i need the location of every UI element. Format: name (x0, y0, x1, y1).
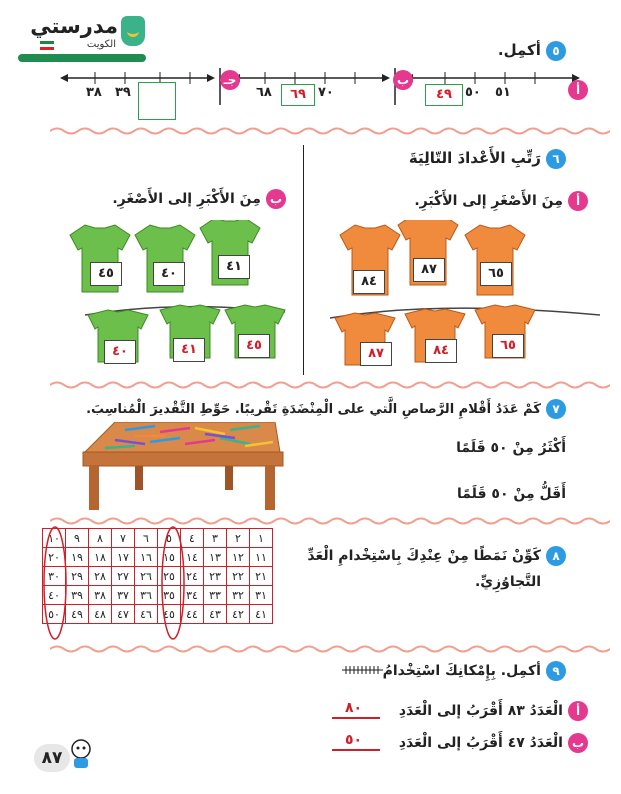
q5b-value-1: ٧٠ (318, 85, 334, 100)
hundred-chart-cell[interactable]: ١٢ (227, 548, 250, 567)
logo-country: الكويت (86, 39, 116, 50)
hundred-chart-cell[interactable]: ١٦ (135, 548, 158, 567)
hundred-chart-cell[interactable]: ٢ (227, 529, 250, 548)
hundred-chart-cell[interactable]: ٤٦ (135, 605, 158, 624)
q8-number-badge: ٨ (546, 546, 566, 566)
q7-number-badge: ٧ (546, 399, 566, 419)
hundred-chart-cell[interactable]: ٤٩ (66, 605, 89, 624)
logo-mark-icon (121, 16, 145, 46)
logo-name: مدرستي (30, 14, 118, 38)
hundred-chart-cell[interactable]: ٣٦ (135, 586, 158, 605)
hundred-chart-cell[interactable]: ٣ (204, 529, 227, 548)
q9b-row (399, 732, 588, 753)
q6a-instruction: مِنَ الأَصْغَرِ إلى الأَكْبَرِ. (414, 193, 563, 209)
hundred-chart-cell[interactable]: ٤٨ (89, 605, 112, 624)
q9-instruction: أكمِل. بِإِمْكانِكَ اسْتِخْدامُ (382, 663, 541, 679)
q5-number-badge: ٥ (546, 41, 566, 61)
hundred-chart-cell[interactable]: ٣١ (250, 586, 273, 605)
q7-header (86, 398, 566, 419)
q8-header (307, 545, 566, 566)
q6a-header (414, 190, 588, 211)
q5c-value-1: ٣٩ (115, 85, 131, 100)
q5b-answer-box[interactable]: ٦٩ (281, 84, 315, 106)
q9a-text: الْعَدَدُ ٨٣ أَقْرَبُ إلى الْعَدَدِ (398, 703, 563, 719)
hundred-chart-cell[interactable]: ١٧ (112, 548, 135, 567)
q8-answer-circles (40, 526, 185, 641)
q6b-instruction: مِنَ الأَكْبَرِ إلى الأَصْغَرِ. (112, 191, 261, 207)
q6a-answer-2[interactable]: ٨٤ (425, 339, 457, 363)
q6b-shirt-label-3: ٤١ (218, 255, 250, 279)
q9-number-badge: ٩ (546, 661, 566, 681)
q9a-answer[interactable]: ٨٠ (345, 700, 363, 716)
q9a-row (399, 700, 588, 721)
hundred-chart-cell[interactable]: ١١ (250, 548, 273, 567)
hundred-chart-cell[interactable]: ١ (250, 529, 273, 548)
hundred-chart-cell[interactable]: ٢٢ (227, 567, 250, 586)
q6a-answer-3[interactable]: ٦٥ (492, 334, 524, 358)
q8-instruction-line2: التَّجاوُزِيِّ. (474, 574, 541, 590)
q6-header (409, 148, 566, 169)
q7-instruction: كَمْ عَدَدُ أَقْلامِ الرَّصاصِ الَّتي على الْمِنْضَدَةِ تَقْريبًا. حَوِّطِ التَّقْديرَ الْمُناسِبَ. (86, 402, 541, 417)
q8-instruction-line1: كَوِّنْ نَمَطًا مِنْ عِنْدِكَ بِاسْتِخْدامِ الْعَدِّ (307, 548, 541, 564)
section-divider (50, 516, 610, 526)
q9a-label: أ (568, 701, 588, 721)
hundred-chart-cell[interactable]: ٣٣ (204, 586, 227, 605)
q5b-label: ب (393, 70, 413, 90)
q6a-shirt-label-1: ٨٤ (353, 270, 385, 294)
hundred-chart-cell[interactable]: ٥ (158, 529, 181, 548)
q6b-header (112, 188, 286, 209)
hundred-chart-cell[interactable]: ٤٤ (181, 605, 204, 624)
hundred-chart-cell[interactable]: ٢٩ (66, 567, 89, 586)
q5a-label: أ (568, 80, 588, 100)
hundred-chart-cell[interactable]: ١٠ (43, 529, 66, 548)
hundred-chart-cell[interactable]: ١٥ (158, 548, 181, 567)
hundred-chart-cell[interactable]: ٣٠ (43, 567, 66, 586)
q5b-value-3: ٦٨ (256, 85, 272, 100)
hundred-chart-cell[interactable]: ٤٢ (227, 605, 250, 624)
hundred-chart-cell[interactable]: ٣٤ (181, 586, 204, 605)
hundred-chart-cell[interactable]: ١٩ (66, 548, 89, 567)
section-divider (50, 644, 610, 654)
q9b-label: ب (568, 733, 588, 753)
q5c-answer-box[interactable] (138, 82, 176, 120)
hundred-chart-cell[interactable]: ٤٧ (112, 605, 135, 624)
page-number: ٨٧ (34, 744, 70, 772)
q9b-answer-line (332, 749, 380, 751)
hundred-chart-cell[interactable]: ١٨ (89, 548, 112, 567)
hundred-chart-cell[interactable]: ٢١ (250, 567, 273, 586)
q7-option-less[interactable]: أَقَلُّ مِنْ ٥٠ قَلَمًا (457, 486, 566, 502)
q5c-value-2: ٣٨ (86, 85, 102, 100)
q6-number-badge: ٦ (546, 149, 566, 169)
hundred-chart-cell[interactable]: ٣٢ (227, 586, 250, 605)
q6a-label: أ (568, 191, 588, 211)
section-divider (50, 380, 610, 390)
q5c-label: جـ (220, 70, 240, 90)
q6-instruction: رَتِّبِ الأَعْدادَ التّالِيَةَ (408, 149, 541, 167)
hundred-chart-cell[interactable]: ٣٧ (112, 586, 135, 605)
q6a-shirt-label-2: ٨٧ (413, 258, 445, 282)
q9b-answer[interactable]: ٥٠ (345, 732, 363, 748)
hundred-chart-cell[interactable]: ٢٣ (204, 567, 227, 586)
q5-instruction: أكمِل. (497, 41, 541, 59)
hundred-chart-cell[interactable]: ٢٤ (181, 567, 204, 586)
hundred-chart-cell[interactable]: ٨ (89, 529, 112, 548)
q6b-label: ب (266, 189, 286, 209)
q6b-top-shirts (65, 220, 285, 300)
q5a-value-1: ٥١ (495, 85, 511, 100)
q5a-answer-box[interactable]: ٤٩ (425, 84, 463, 106)
hundred-chart-cell[interactable]: ٤٠ (43, 586, 66, 605)
hundred-chart-cell[interactable]: ٢٧ (112, 567, 135, 586)
q6a-answer-1[interactable]: ٨٧ (360, 342, 392, 366)
q6a-shirt-label-3: ٦٥ (480, 262, 512, 286)
hundred-chart-cell[interactable]: ٣٩ (66, 586, 89, 605)
q5a-value-2: ٥٠ (465, 85, 481, 100)
q5-header (498, 40, 566, 61)
hundred-chart-cell[interactable]: ٥٠ (43, 605, 66, 624)
mini-number-line-icon (340, 664, 385, 676)
q9a-answer-line (332, 717, 380, 719)
q6b-shirt-label-1: ٤٥ (90, 262, 122, 286)
hundred-chart-cell[interactable]: ٢٥ (158, 567, 181, 586)
hundred-chart-cell[interactable]: ٩ (66, 529, 89, 548)
hundred-chart-cell[interactable]: ٧ (112, 529, 135, 548)
hundred-chart-cell[interactable]: ٢٠ (43, 548, 66, 567)
section-divider (50, 126, 610, 136)
hundred-chart-cell[interactable]: ٤١ (250, 605, 273, 624)
hundred-chart-cell[interactable]: ٤٣ (204, 605, 227, 624)
q6b-shirt-label-2: ٤٠ (153, 262, 185, 286)
pencils-table-image (75, 422, 285, 512)
hundred-chart-cell[interactable]: ٢٨ (89, 567, 112, 586)
q9-header (383, 660, 566, 681)
hundred-chart-cell[interactable]: ١٤ (181, 548, 204, 567)
hundred-chart-cell[interactable]: ٤٥ (158, 605, 181, 624)
hundred-chart-cell[interactable]: ٦ (135, 529, 158, 548)
hundred-chart-cell[interactable]: ٤ (181, 529, 204, 548)
q6b-answer-2[interactable]: ٤١ (173, 338, 205, 362)
q7-option-more[interactable]: أَكْثَرُ مِنْ ٥٠ قَلَمًا (456, 440, 566, 456)
q9b-text: الْعَدَدُ ٤٧ أَقْرَبُ إلى الْعَدَدِ (398, 735, 563, 751)
hundred-chart-cell[interactable]: ٣٥ (158, 586, 181, 605)
hundred-chart-cell[interactable]: ٢٦ (135, 567, 158, 586)
mascot-icon (66, 738, 96, 770)
kuwait-flag-icon (40, 41, 54, 50)
q6b-answer-3[interactable]: ٤٥ (238, 334, 270, 358)
q6b-answer-1[interactable]: ٤٠ (104, 340, 136, 364)
hundred-chart-cell[interactable]: ١٣ (204, 548, 227, 567)
madrasati-logo (18, 14, 148, 66)
hundred-chart-cell[interactable]: ٣٨ (89, 586, 112, 605)
